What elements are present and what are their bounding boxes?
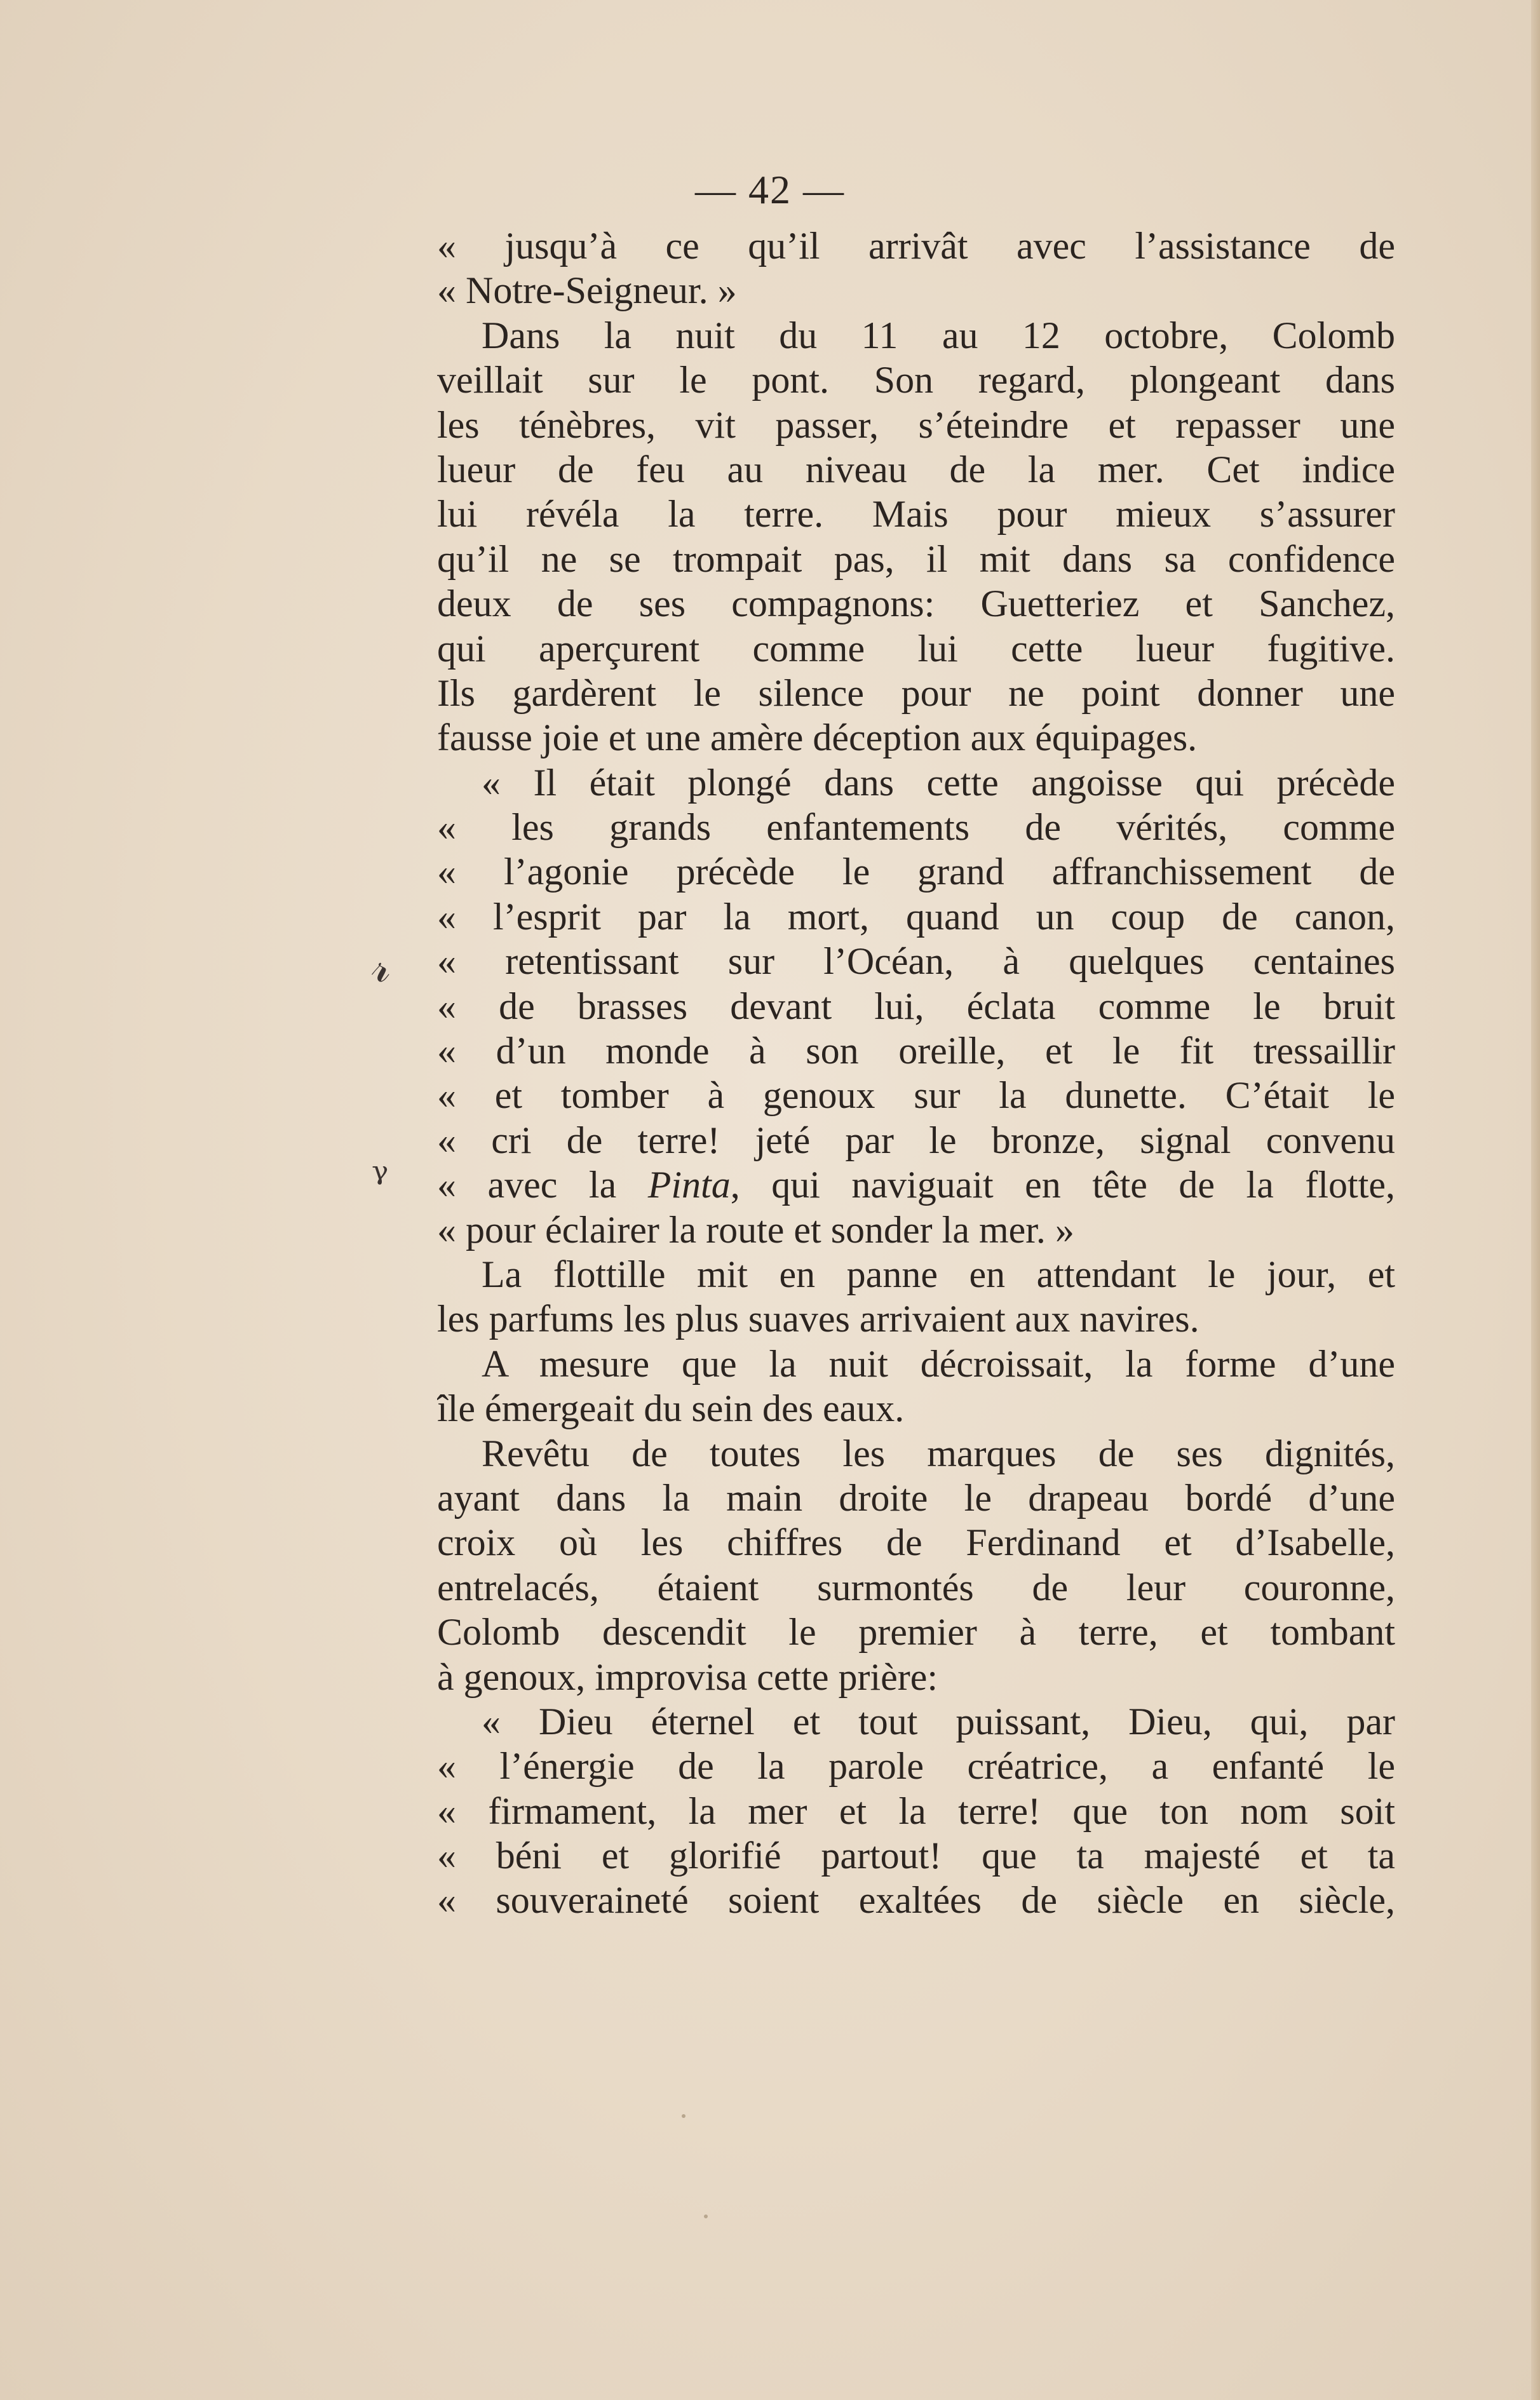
text-line: « d’un monde à son oreille, et le fit tressaillir xyxy=(437,1030,1395,1072)
body-text xyxy=(437,224,1395,1923)
text-line: « l’agonie précède le grand affranchissement de xyxy=(437,851,1395,893)
text-line: île émergeait du sein des eaux. xyxy=(437,1387,905,1430)
ship-name: Pinta xyxy=(647,1164,731,1206)
paper-speck xyxy=(704,2215,708,2218)
text-line: qui aperçurent comme lui cette lueur fugitive. xyxy=(437,627,1395,670)
text-line: à genoux, improvisa cette prière: xyxy=(437,1655,938,1698)
text-line: ayant dans la main droite le drapeau bordé d’une xyxy=(437,1476,1395,1519)
margin-annotation-1: 𝓇 xyxy=(372,940,391,992)
text-line: Ils gardèrent le silence pour ne point donner une xyxy=(437,671,1395,714)
text-line: « les grands enfantements de vérités, comme xyxy=(437,806,1395,849)
text-line: « firmament, la mer et la terre! que ton nom soit xyxy=(437,1790,1395,1832)
text-line: les ténèbres, vit passer, s’éteindre et repasser une xyxy=(437,403,1395,446)
text-line: « l’énergie de la parole créatrice, a enfanté le xyxy=(437,1745,1395,1788)
text-line: « avec la Pinta, qui naviguait en tête de la flotte, xyxy=(437,1164,1395,1206)
text-line: fausse joie et une amère déception aux équipages. xyxy=(437,717,1198,759)
text-line: A mesure que la nuit décroissait, la forme d’une xyxy=(482,1342,1395,1385)
paper-speck xyxy=(682,2114,686,2118)
text-line: « et tomber à genoux sur la dunette. C’était le xyxy=(437,1074,1395,1117)
text-line: entrelacés, étaient surmontés de leur couronne, xyxy=(437,1566,1395,1608)
text-line: « de brasses devant lui, éclata comme le bruit xyxy=(437,985,1395,1027)
text-line: « retentissant sur l’Océan, à quelques centaines xyxy=(437,940,1395,983)
text-line: Dans la nuit du 11 au 12 octobre, Colomb xyxy=(482,314,1395,356)
text-line: « Notre-Seigneur. » xyxy=(437,269,737,312)
text-line: lui révéla la terre. Mais pour mieux s’assurer xyxy=(437,493,1395,536)
text-line: « souveraineté soient exaltées de siècle en siècle, xyxy=(437,1879,1395,1922)
margin-annotation-2: ᵞ xyxy=(372,1153,389,1205)
text-line: croix où les chiffres de Ferdinand et d’Isabelle, xyxy=(437,1521,1395,1564)
text-line: les parfums les plus suaves arrivaient aux navires. xyxy=(437,1298,1199,1340)
text-line: « cri de terre! jeté par le bronze, signal convenu xyxy=(437,1119,1395,1161)
text-line: « jusqu’à ce qu’il arrivât avec l’assistance de xyxy=(437,225,1395,267)
text-line: « béni et glorifié partout! que ta majesté et ta xyxy=(437,1835,1395,1877)
text-line: lueur de feu au niveau de la mer. Cet indice xyxy=(437,448,1395,490)
text-line: « Il était plongé dans cette angoisse qui précède xyxy=(482,761,1395,804)
page-edge xyxy=(1531,0,1540,2400)
text-line: qu’il ne se trompait pas, il mit dans sa confidence xyxy=(437,537,1395,580)
page-number: — 42 — xyxy=(695,167,845,212)
text-line: La flottille mit en panne en attendant le jour, et xyxy=(482,1253,1395,1295)
text-line: veillait sur le pont. Son regard, plongeant dans xyxy=(437,359,1395,401)
text-line: « Dieu éternel et tout puissant, Dieu, qui, par xyxy=(482,1700,1395,1743)
text-line: Revêtu de toutes les marques de ses dignités, xyxy=(482,1432,1395,1474)
text-line: Colomb descendit le premier à terre, et tombant xyxy=(437,1611,1395,1654)
text-line: « l’esprit par la mort, quand un coup de canon, xyxy=(437,895,1395,938)
text-line: deux de ses compagnons: Guetteriez et Sanchez, xyxy=(437,583,1395,625)
text-line: « pour éclairer la route et sonder la mer. » xyxy=(437,1208,1074,1251)
